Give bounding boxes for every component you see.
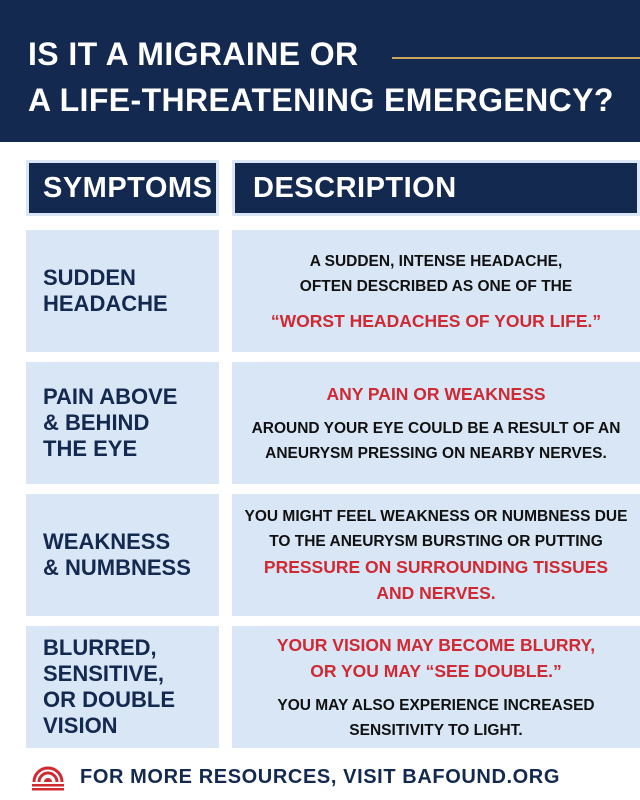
description-text: YOU MIGHT FEEL WEAKNESS OR NUMBNESS DUE [244,508,628,525]
footer [0,760,640,800]
symptom-label-line: & NUMBNESS [43,555,191,580]
symptom-label-line: BLURRED, [43,635,157,660]
description-highlight: ANY PAIN OR WEAKNESS [326,383,546,404]
symptom-label [43,635,175,739]
column-header-symptoms: SYMPTOMS [26,160,219,216]
symptom-cell-pain-behind-eye [26,362,219,484]
description-highlight: OR YOU MAY “SEE DOUBLE.” [310,660,562,681]
symptom-label-line: OR DOUBLE [43,687,175,712]
description-text: OFTEN DESCRIBED AS ONE OF THE [299,277,573,295]
symptom-label [43,265,168,317]
page-title-line-2: A LIFE-THREATENING EMERGENCY? [28,82,614,118]
description-highlight: PRESSURE ON SURROUNDING TISSUES [263,557,609,577]
description-highlight: YOUR VISION MAY BECOME BLURRY, [276,634,596,655]
description-cell-vision [232,626,640,748]
symptom-cell-sudden-headache [26,230,219,352]
symptom-label-line: & BEHIND [43,410,150,435]
brain-aneurysm-foundation-logo-icon [30,765,66,791]
footer-resources-link[interactable]: FOR MORE RESOURCES, VISIT BAFOUND.ORG [80,766,561,788]
description-cell-pain-behind-eye [232,362,640,484]
symptom-label-line: SENSITIVE, [43,661,165,686]
symptom-label [43,529,191,581]
description-text: TO THE ANEURYSM BURSTING OR PUTTING [269,533,603,550]
header-banner [0,0,640,142]
symptom-label-line: VISION [43,713,118,738]
symptom-label-line: HEADACHE [43,291,168,316]
description-cell-sudden-headache [232,230,640,352]
symptom-label-line: PAIN ABOVE [43,384,178,409]
title-divider [392,57,640,59]
symptom-label-line: SUDDEN [43,265,136,290]
description-text: A SUDDEN, INTENSE HEADACHE, [309,252,563,270]
description-text: AROUND YOUR EYE COULD BE A RESULT OF AN [251,419,621,437]
symptom-label-line: THE EYE [43,436,138,461]
description-text: SENSITIVITY TO LIGHT. [349,721,523,739]
description-highlight: “WORST HEADACHES OF YOUR LIFE.” [270,310,602,331]
column-header-description: DESCRIPTION [232,160,640,216]
description-highlight: AND NERVES. [376,583,496,603]
symptom-label [43,384,177,462]
symptom-cell-weakness-numbness [26,494,219,616]
page-title-line-1: IS IT A MIGRAINE OR [28,36,359,72]
description-text: YOU MAY ALSO EXPERIENCE INCREASED [277,696,595,714]
description-cell-weakness-numbness [232,494,640,616]
symptom-label-line: WEAKNESS [43,529,171,554]
description-text: ANEURYSM PRESSING ON NEARBY NERVES. [265,444,607,462]
symptom-cell-vision [26,626,219,748]
